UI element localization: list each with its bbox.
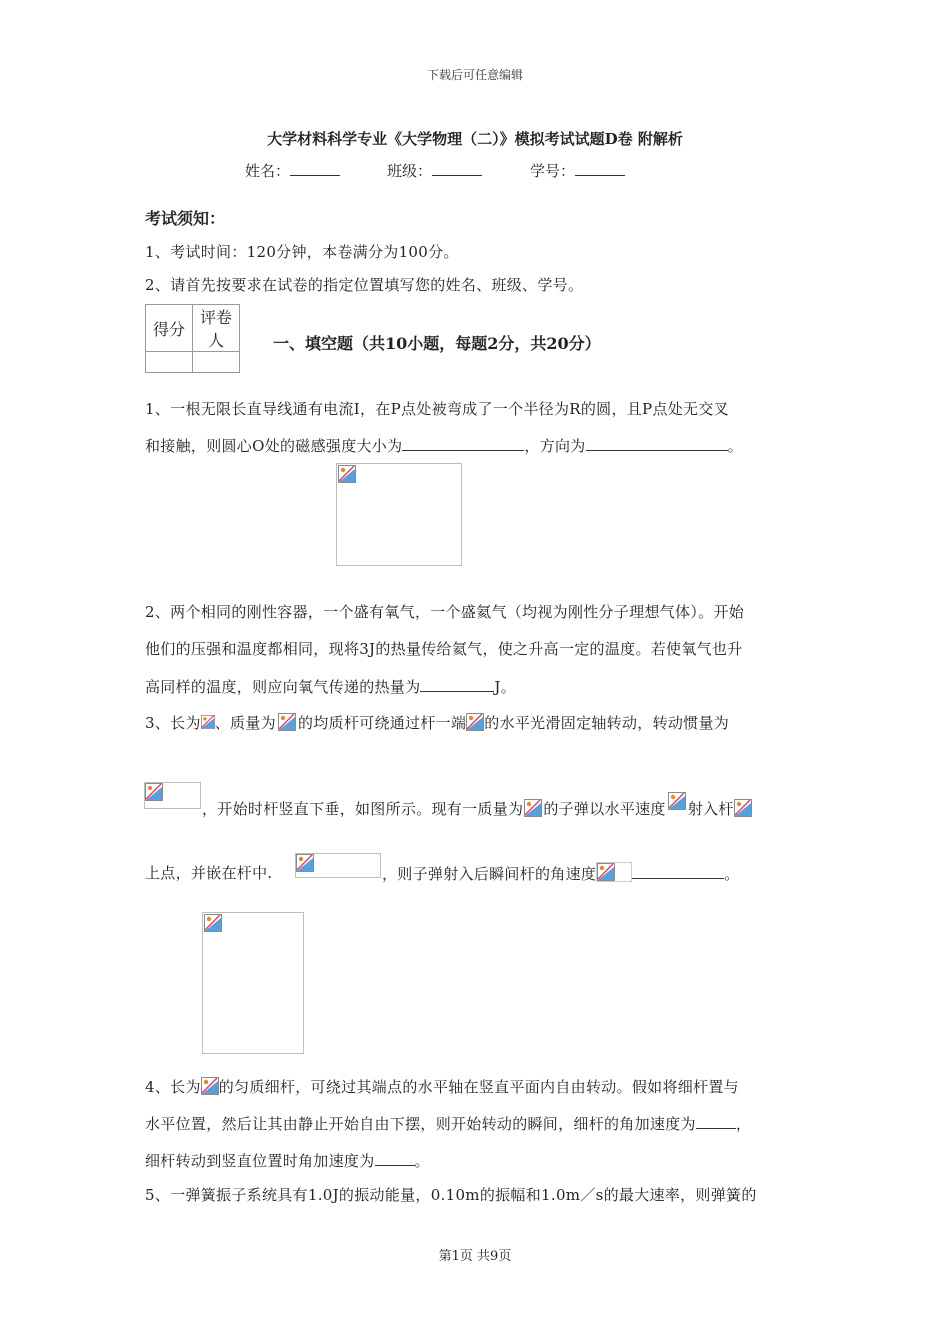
broken-image-icon: [666, 792, 688, 810]
class-blank: [432, 161, 482, 176]
answer-blank: [375, 1151, 415, 1166]
broken-image-icon: [204, 914, 222, 932]
broken-image-icon: [734, 799, 752, 817]
q3-text: 上点，并嵌在杆中.: [145, 864, 273, 882]
q3-line3: [145, 862, 272, 883]
score-cell: [146, 352, 193, 373]
q3-text: 射入杆: [687, 800, 734, 818]
broken-image-icon: [201, 713, 215, 731]
document-title: 大学材料科学专业《大学物理（二）》模拟考试试题D卷 附解析: [267, 130, 683, 148]
answer-blank: [402, 436, 524, 451]
grader-cell: [193, 352, 240, 373]
q2-line2: 他们的压强和温度都相同，现将3J的热量传给氦气，使之升高一定的温度。若使氧气也升: [145, 640, 743, 658]
q4-text: 的匀质细杆，可绕过其端点的水平轴在竖直平面内自由转动。假如将细杆置与: [218, 1078, 739, 1096]
section-heading: 一、填空题（共10小题，每题2分，共20分）: [273, 334, 601, 353]
q5-line1: 5、一弹簧振子系统具有1.0J的振动能量，0.10m的振幅和1.0m／s的最大速率，则弹簧的: [145, 1186, 757, 1204]
q4-text: 水平位置，然后让其由静止开始自由下摆，则开始转动的瞬间，细杆的角加速度为: [145, 1115, 696, 1133]
score-table: [145, 304, 240, 373]
q2-line3: [145, 676, 516, 697]
q3-text: 、质量为: [214, 714, 276, 732]
q3-text: 的水平光滑固定轴转动，转动惯量为: [484, 714, 730, 732]
student-id-blank: [575, 161, 625, 176]
formula-placeholder: [295, 853, 381, 878]
broken-image-icon: [597, 863, 615, 881]
grader-header: 评卷人: [193, 305, 240, 352]
class-field: [387, 160, 482, 181]
q1-line2: [145, 435, 743, 456]
q4-text: 4、长为: [145, 1078, 201, 1096]
answer-blank: [632, 864, 724, 879]
q1-line1: 1、一根无限长直导线通有电流I，在P点处被弯成了一个半径为R的圆，且P点处无交叉: [145, 400, 729, 418]
answer-blank: [420, 677, 494, 692]
q2-text: 高同样的温度，则应向氧气传递的热量为: [145, 678, 421, 696]
score-header: 得分: [146, 305, 193, 352]
student-id-field: [530, 160, 625, 181]
class-label: 班级：: [387, 162, 433, 180]
student-id-label: 学号：: [530, 162, 576, 180]
broken-image-icon: [296, 854, 314, 872]
formula-placeholder: [596, 862, 632, 882]
q1-text: 。: [727, 437, 743, 455]
page-header: 下载后可任意编辑: [426, 68, 523, 82]
q3-figure-placeholder: [202, 912, 304, 1054]
q2-line1: 2、两个相同的刚性容器，一个盛有氧气，一个盛氦气（均视为刚性分子理想气体）。开始: [145, 603, 745, 621]
notice-heading: 考试须知：: [145, 209, 226, 228]
answer-blank: [696, 1114, 736, 1129]
q1-text: 和接触，则圆心O处的磁感强度大小为: [145, 437, 403, 455]
broken-image-icon: [276, 713, 298, 731]
q3-text: 的均质杆可绕通过杆一端: [297, 714, 467, 732]
notice-item: 1、考试时间：120分钟，本卷满分为100分。: [145, 243, 459, 261]
broken-image-icon: [145, 783, 163, 801]
q1-text: ，方向为: [524, 437, 586, 455]
page-footer: 第1页 共9页: [438, 1249, 512, 1264]
name-field: [245, 160, 340, 181]
notice-item: 2、请首先按要求在试卷的指定位置填写您的姓名、班级、学号。: [145, 276, 584, 294]
q3-line2: [202, 792, 752, 819]
q4-text: 。: [414, 1152, 430, 1170]
q3-text: ，开始时杆竖直下垂，如图所示。现有一质量为: [202, 800, 524, 818]
name-blank: [290, 161, 340, 176]
answer-blank: [586, 436, 728, 451]
name-label: 姓名：: [245, 162, 291, 180]
q3-text: 的子弹以水平速度: [543, 800, 666, 818]
q3-text: 3、长为: [145, 714, 201, 732]
q3-line3b: [382, 862, 740, 884]
q4-line3: [145, 1150, 430, 1171]
q3-line1: [145, 712, 729, 733]
q3-text: ，则子弹射入后瞬间杆的角速度: [382, 865, 597, 883]
q4-text: ，: [735, 1115, 752, 1133]
q1-figure-placeholder: [336, 463, 462, 566]
broken-image-icon: [523, 799, 543, 817]
q2-text: J。: [494, 678, 517, 696]
q3-text: 。: [724, 865, 740, 883]
broken-image-icon: [338, 465, 356, 483]
broken-image-icon: [466, 713, 484, 731]
q4-line1: [145, 1076, 739, 1097]
q4-text: 细杆转动到竖直位置时角加速度为: [145, 1152, 375, 1170]
broken-image-icon: [201, 1077, 219, 1095]
q4-line2: [145, 1113, 751, 1134]
formula-placeholder: [144, 782, 201, 809]
